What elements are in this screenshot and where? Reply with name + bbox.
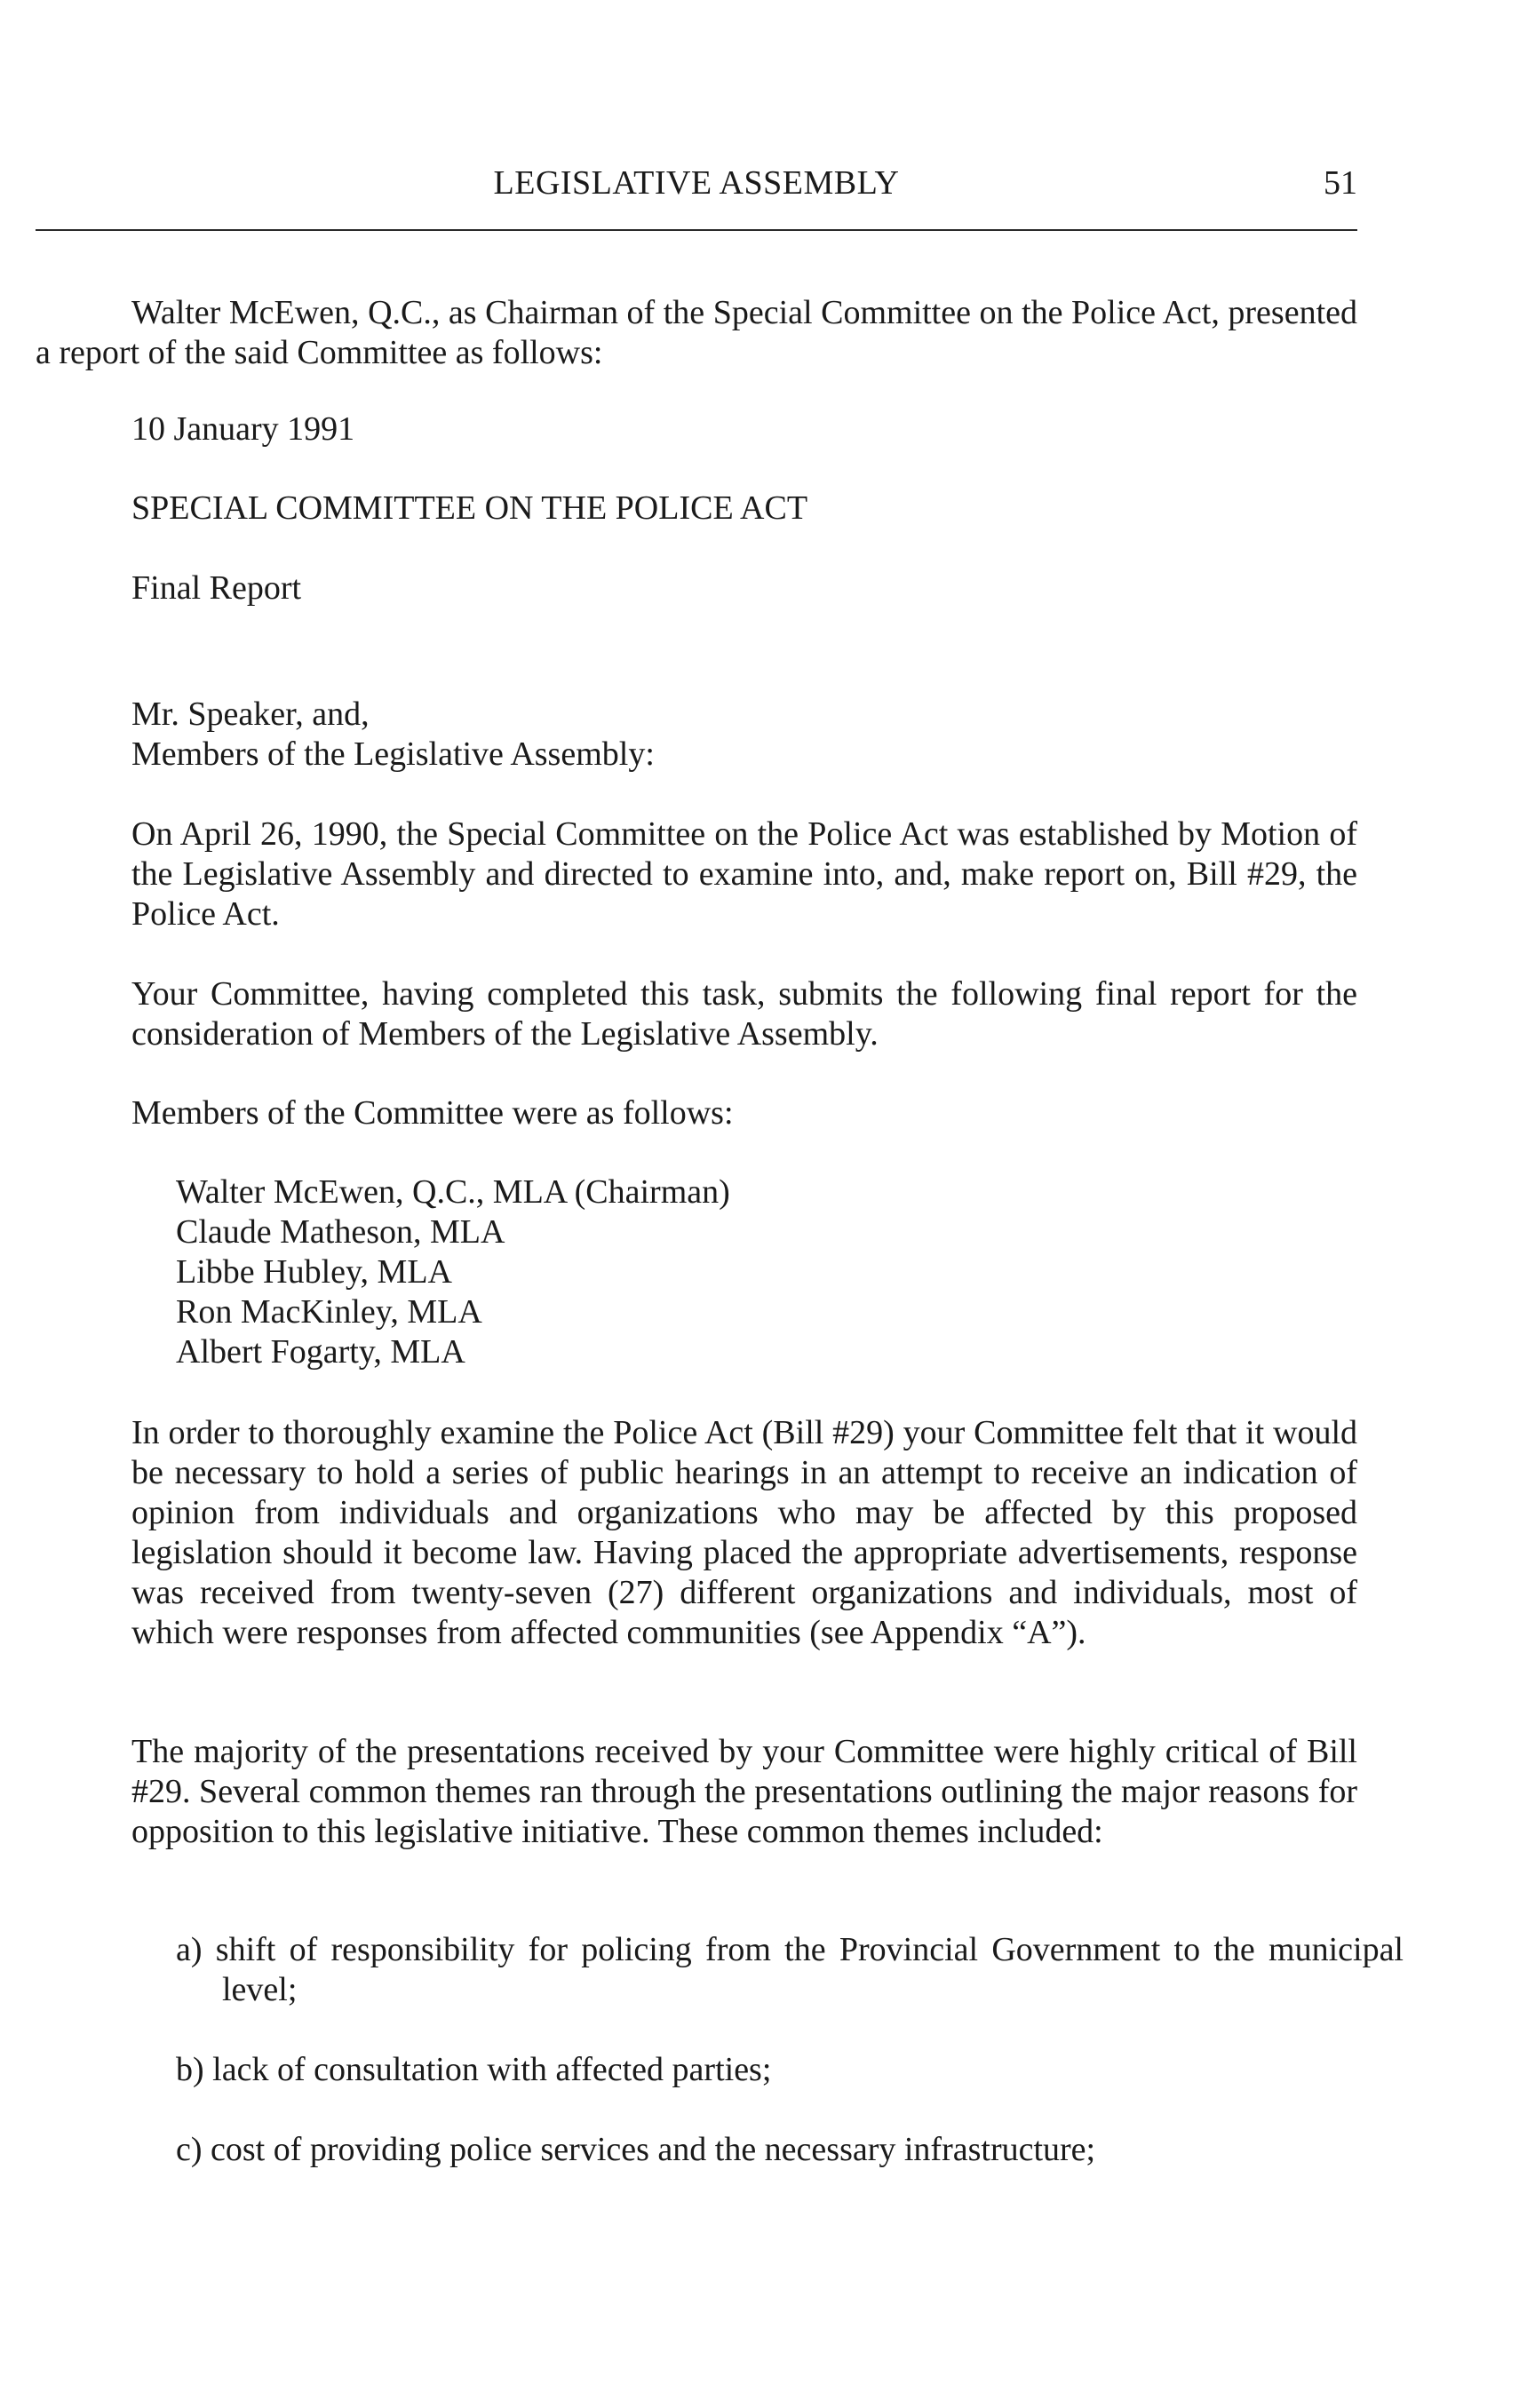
themes-paragraph: The majority of the presentations received by your Committee were highly critical of Bill #29. Several common themes ran through the presentations outlining the major reasons for opposition to this legislative initiative. These common themes included:: [131, 1733, 1357, 1850]
theme-item: a) shift of responsibility for policing from the Provincial Government to the municipal level;: [176, 1931, 1404, 2008]
members-intro: Members of the Committee were as follows:: [131, 1094, 734, 1132]
member-item: Libbe Hubley, MLA: [176, 1253, 452, 1291]
member-item: Walter McEwen, Q.C., MLA (Chairman): [176, 1173, 730, 1211]
member-item: Claude Matheson, MLA: [176, 1213, 505, 1251]
intro-paragraph: Walter McEwen, Q.C., as Chairman of the Special Committee on the Police Act, presented a report of the said Committee as follows:: [36, 294, 1357, 371]
running-title: LEGISLATIVE ASSEMBLY: [493, 164, 900, 202]
report-subtitle: Final Report: [131, 569, 302, 607]
member-item: Ron MacKinley, MLA: [176, 1293, 482, 1331]
completion-paragraph: Your Committee, having completed this task, submits the following final report for the consideration of Members of the Legislative Assembly.: [131, 975, 1357, 1053]
member-list: [176, 1172, 730, 1372]
theme-item: b) lack of consultation with affected parties;: [176, 2051, 772, 2088]
member-item: Albert Fogarty, MLA: [176, 1333, 465, 1371]
page-number: 51: [1324, 164, 1357, 202]
running-head: [36, 163, 1357, 206]
report-date: 10 January 1991: [131, 410, 355, 448]
report-title: SPECIAL COMMITTEE ON THE POLICE ACT: [131, 489, 808, 527]
header-divider: [36, 229, 1357, 231]
theme-item: c) cost of providing police services and the necessary infrastructure;: [176, 2131, 1096, 2168]
hearings-paragraph: In order to thoroughly examine the Police Act (Bill #29) your Committee felt that it would be necessary to hold a series of public hearings in an attempt to receive an indication of opinion from individuals and organizations who may be affected by this proposed legislation should it become law. Having placed the appropriate advertisements, response was received from twenty-seven (27) different organizations and individuals, most of which were responses from affected communities (see Appendix “A”).: [131, 1414, 1357, 1651]
establishment-paragraph: On April 26, 1990, the Special Committee on the Police Act was established by Motion of the Legislative Assembly and directed to examine into, and, make report on, Bill #29, the Police Act.: [131, 815, 1357, 933]
salutation-line-1: Mr. Speaker, and,: [131, 695, 370, 733]
salutation-line-2: Members of the Legislative Assembly:: [131, 735, 655, 773]
